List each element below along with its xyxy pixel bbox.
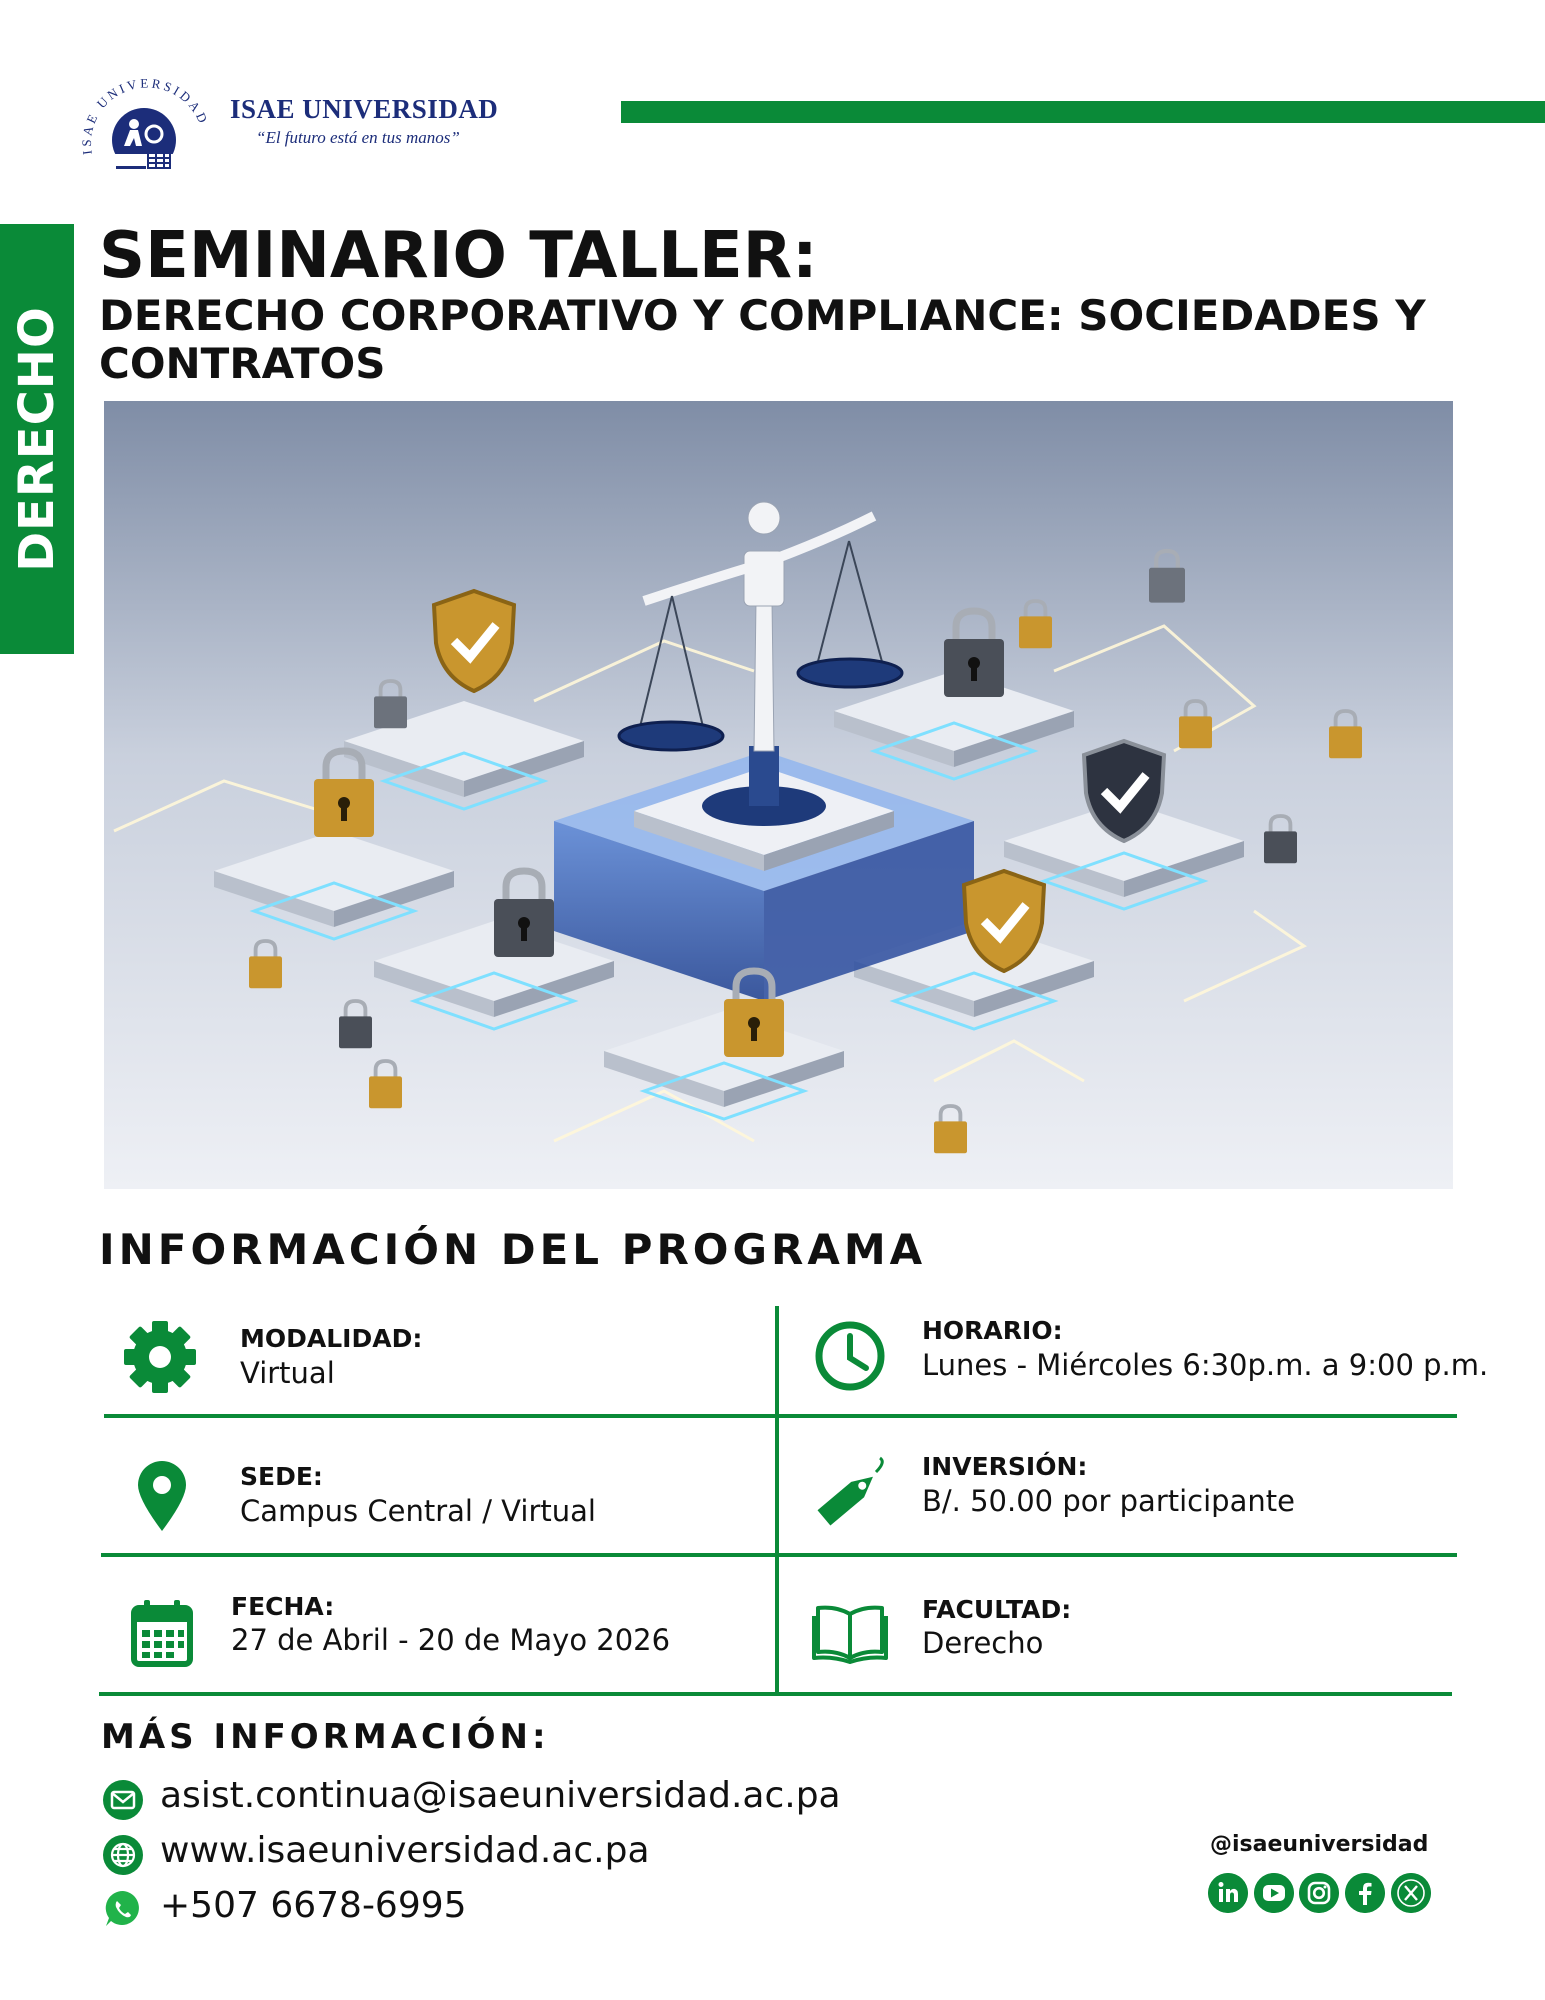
email-icon: [103, 1780, 143, 1820]
grid-divider-row1: [104, 1414, 1457, 1418]
price-tag-icon: [810, 1456, 890, 1536]
social-handle: @isaeuniversidad: [1210, 1832, 1429, 1857]
facebook-icon[interactable]: [1345, 1873, 1385, 1913]
horario-value: Lunes - Miércoles 6:30p.m. a 9:00 p.m.: [922, 1348, 1489, 1382]
youtube-icon[interactable]: [1254, 1873, 1294, 1913]
page-title: SEMINARIO TALLER:: [99, 219, 818, 293]
facultad-value: Derecho: [922, 1626, 1044, 1660]
faculty-side-tab-label: DERECHO: [9, 306, 65, 572]
fecha-value: 27 de Abril - 20 de Mayo 2026: [231, 1623, 671, 1657]
sede-label: SEDE:: [240, 1462, 323, 1491]
location-pin-icon: [122, 1455, 202, 1535]
facultad-label: FACULTAD:: [922, 1595, 1072, 1624]
grid-divider-row3: [99, 1692, 1452, 1696]
clock-icon: [810, 1316, 890, 1396]
globe-icon: [103, 1835, 143, 1875]
logo-ring-text: ISAE UNIVERSIDAD: [78, 75, 212, 156]
page-subtitle: DERECHO CORPORATIVO Y COMPLIANCE: SOCIEDADES Y CONTRATOS: [99, 291, 1426, 388]
inversion-label: INVERSIÓN:: [922, 1452, 1088, 1481]
hero-image-justice-scale: [104, 401, 1453, 1189]
calendar-icon: [122, 1594, 202, 1674]
gear-icon: [120, 1317, 200, 1397]
x-icon[interactable]: [1391, 1873, 1431, 1913]
faculty-side-tab: [0, 224, 74, 654]
program-info-heading: INFORMACIÓN DEL PROGRAMA: [99, 1225, 927, 1274]
header-rule: [621, 101, 1545, 123]
inversion-value: B/. 50.00 por participante: [922, 1484, 1295, 1518]
email-link[interactable]: asist.continua@isaeuniversidad.ac.pa: [160, 1775, 841, 1816]
modalidad-label: MODALIDAD:: [240, 1324, 423, 1353]
book-icon: [810, 1592, 890, 1672]
fecha-label: FECHA:: [231, 1592, 335, 1621]
phone-number[interactable]: +507 6678-6995: [160, 1885, 467, 1926]
modalidad-value: Virtual: [240, 1356, 335, 1390]
university-tagline: “El futuro está en tus manos”: [256, 128, 460, 147]
website-link[interactable]: www.isaeuniversidad.ac.pa: [160, 1830, 650, 1871]
whatsapp-icon: [102, 1888, 144, 1930]
horario-label: HORARIO:: [922, 1316, 1063, 1345]
instagram-icon[interactable]: [1299, 1873, 1339, 1913]
sede-value: Campus Central / Virtual: [240, 1494, 596, 1528]
more-info-heading: MÁS INFORMACIÓN:: [101, 1717, 550, 1757]
isae-logo-emblem: [78, 62, 213, 177]
university-name: ISAE UNIVERSIDAD: [230, 94, 499, 124]
grid-divider-row2: [101, 1553, 1457, 1557]
linkedin-icon[interactable]: [1208, 1873, 1248, 1913]
grid-divider-vertical: [775, 1306, 779, 1694]
